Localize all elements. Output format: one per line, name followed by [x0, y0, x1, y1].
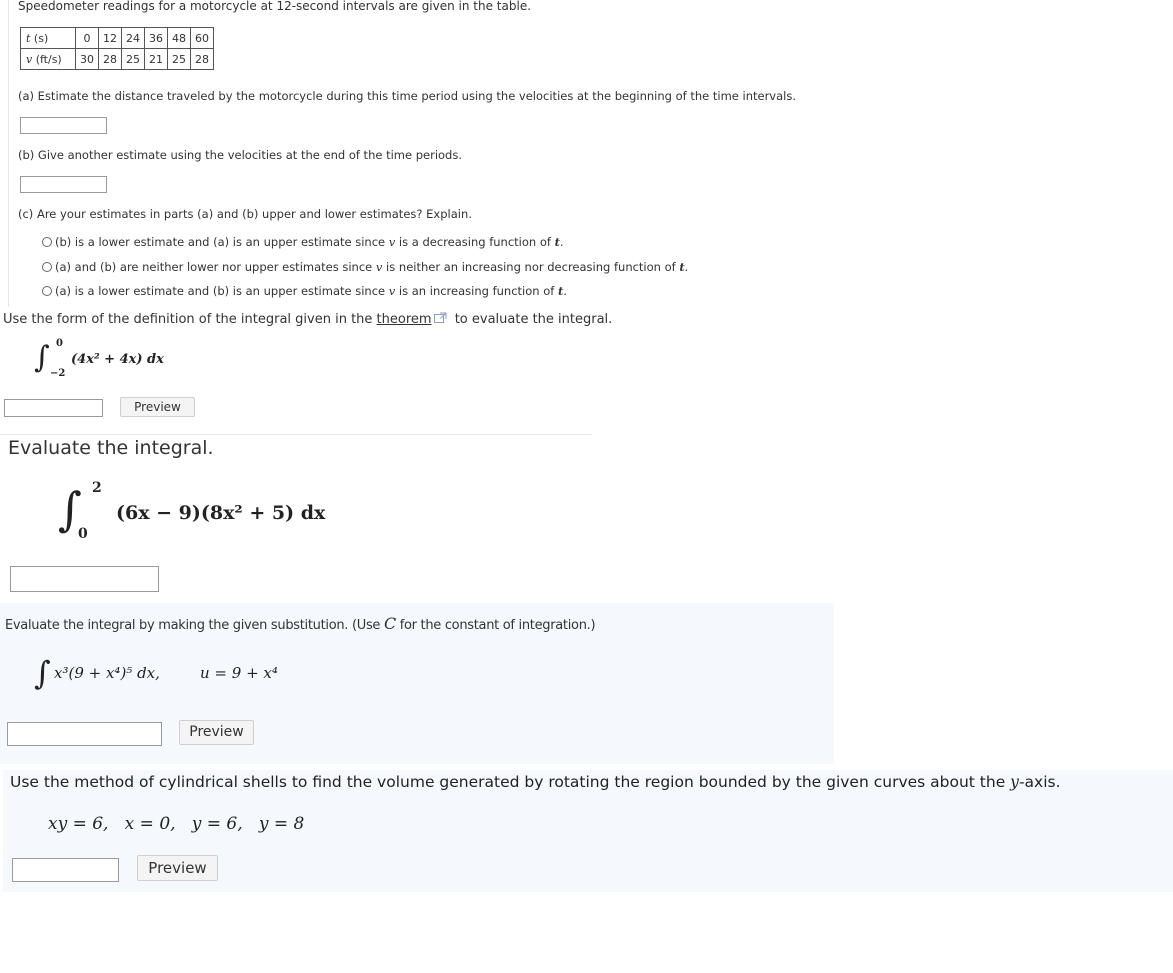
problem2-answer-input[interactable] [4, 399, 103, 417]
integral-lower-limit: 0 [78, 526, 88, 542]
part-b-question: (b) Give another estimate using the velocities at the end of the time periods. [18, 148, 463, 162]
integral-upper-limit: 0 [56, 338, 63, 349]
part-b-answer-input[interactable] [20, 176, 107, 193]
option-3-label[interactable]: (a) is a lower estimate and (b) is an upper estimate since v is an increasing function of t. [55, 284, 567, 298]
problem5-answer-input[interactable] [12, 858, 119, 882]
problem4-integral [34, 650, 334, 700]
table-header-t: t (s) [21, 28, 76, 49]
table-cell: 25 [168, 49, 191, 70]
table-cell: 21 [145, 49, 168, 70]
speedometer-table [20, 27, 214, 70]
option-1-label[interactable]: (b) is a lower estimate and (a) is an upper estimate since v is a decreasing function of t. [55, 235, 564, 249]
problem2-integral [34, 338, 234, 384]
table-cell: 48 [168, 28, 191, 49]
table-cell: 25 [122, 49, 145, 70]
integrand: x³(9 + x⁴)⁵ dx, [54, 664, 160, 682]
problem4-instruction: Evaluate the integral by making the given substitution. (Use C for the constant of integration.) [5, 614, 596, 633]
integral-lower-limit: −2 [50, 368, 66, 379]
table-cell: 28 [99, 49, 122, 70]
integrand: (6x − 9)(8x² + 5) dx [116, 502, 326, 524]
problem5-curves: xy = 6, x = 0, y = 6, y = 8 [48, 814, 305, 834]
integral-sign-icon: ∫ [34, 654, 51, 692]
problem4-preview-button[interactable]: Preview [179, 720, 254, 745]
part-c-question: (c) Are your estimates in parts (a) and (b) upper and lower estimates? Explain. [18, 207, 472, 221]
part-a-question: (a) Estimate the distance traveled by the motorcycle during this time period using the velocities at the beginning of the time intervals. [18, 89, 797, 103]
theorem-link[interactable]: theorem [376, 312, 432, 327]
table-row [21, 49, 214, 70]
substitution: u = 9 + x⁴ [200, 664, 278, 682]
option-1-radio[interactable] [42, 237, 52, 247]
integrand: (4x² + 4x) dx [71, 352, 164, 367]
table-cell: 60 [191, 28, 214, 49]
table-row [21, 28, 214, 49]
option-2-radio[interactable] [42, 262, 52, 272]
problem3-instruction: Evaluate the integral. [8, 437, 214, 459]
table-cell: 12 [99, 28, 122, 49]
table-cell: 0 [76, 28, 99, 49]
problem1-intro: Speedometer readings for a motorcycle at 12-second intervals are given in the table. [18, 0, 532, 13]
problem5-preview-button[interactable]: Preview [137, 855, 218, 881]
part-a-answer-input[interactable] [20, 117, 107, 134]
problem4-answer-input[interactable] [7, 722, 162, 746]
table-cell: 24 [122, 28, 145, 49]
problem2-preview-button[interactable]: Preview [120, 397, 195, 417]
table-header-v: v (ft/s) [21, 49, 76, 70]
integral-sign-icon: ∫ [34, 340, 50, 375]
problem1-left-rule [8, 0, 9, 306]
integral-upper-limit: 2 [92, 480, 102, 496]
integral-sign-icon: ∫ [58, 482, 82, 536]
table-cell: 28 [191, 49, 214, 70]
option-2-label[interactable]: (a) and (b) are neither lower nor upper estimates since v is neither an increasing nor decreasing function of t. [55, 260, 689, 274]
table-cell: 30 [76, 49, 99, 70]
problem3-answer-input[interactable] [10, 566, 159, 592]
problem3-integral [58, 478, 378, 548]
table-cell: 36 [145, 28, 168, 49]
option-3-radio[interactable] [42, 286, 52, 296]
problem2-instruction: Use the form of the definition of the integral given in the theorem to evaluate the integral. [3, 312, 613, 327]
external-link-icon[interactable] [434, 312, 447, 327]
separator [0, 434, 592, 435]
problem5-instruction: Use the method of cylindrical shells to find the volume generated by rotating the region bounded by the given curves about the y-axis. [10, 773, 1061, 791]
